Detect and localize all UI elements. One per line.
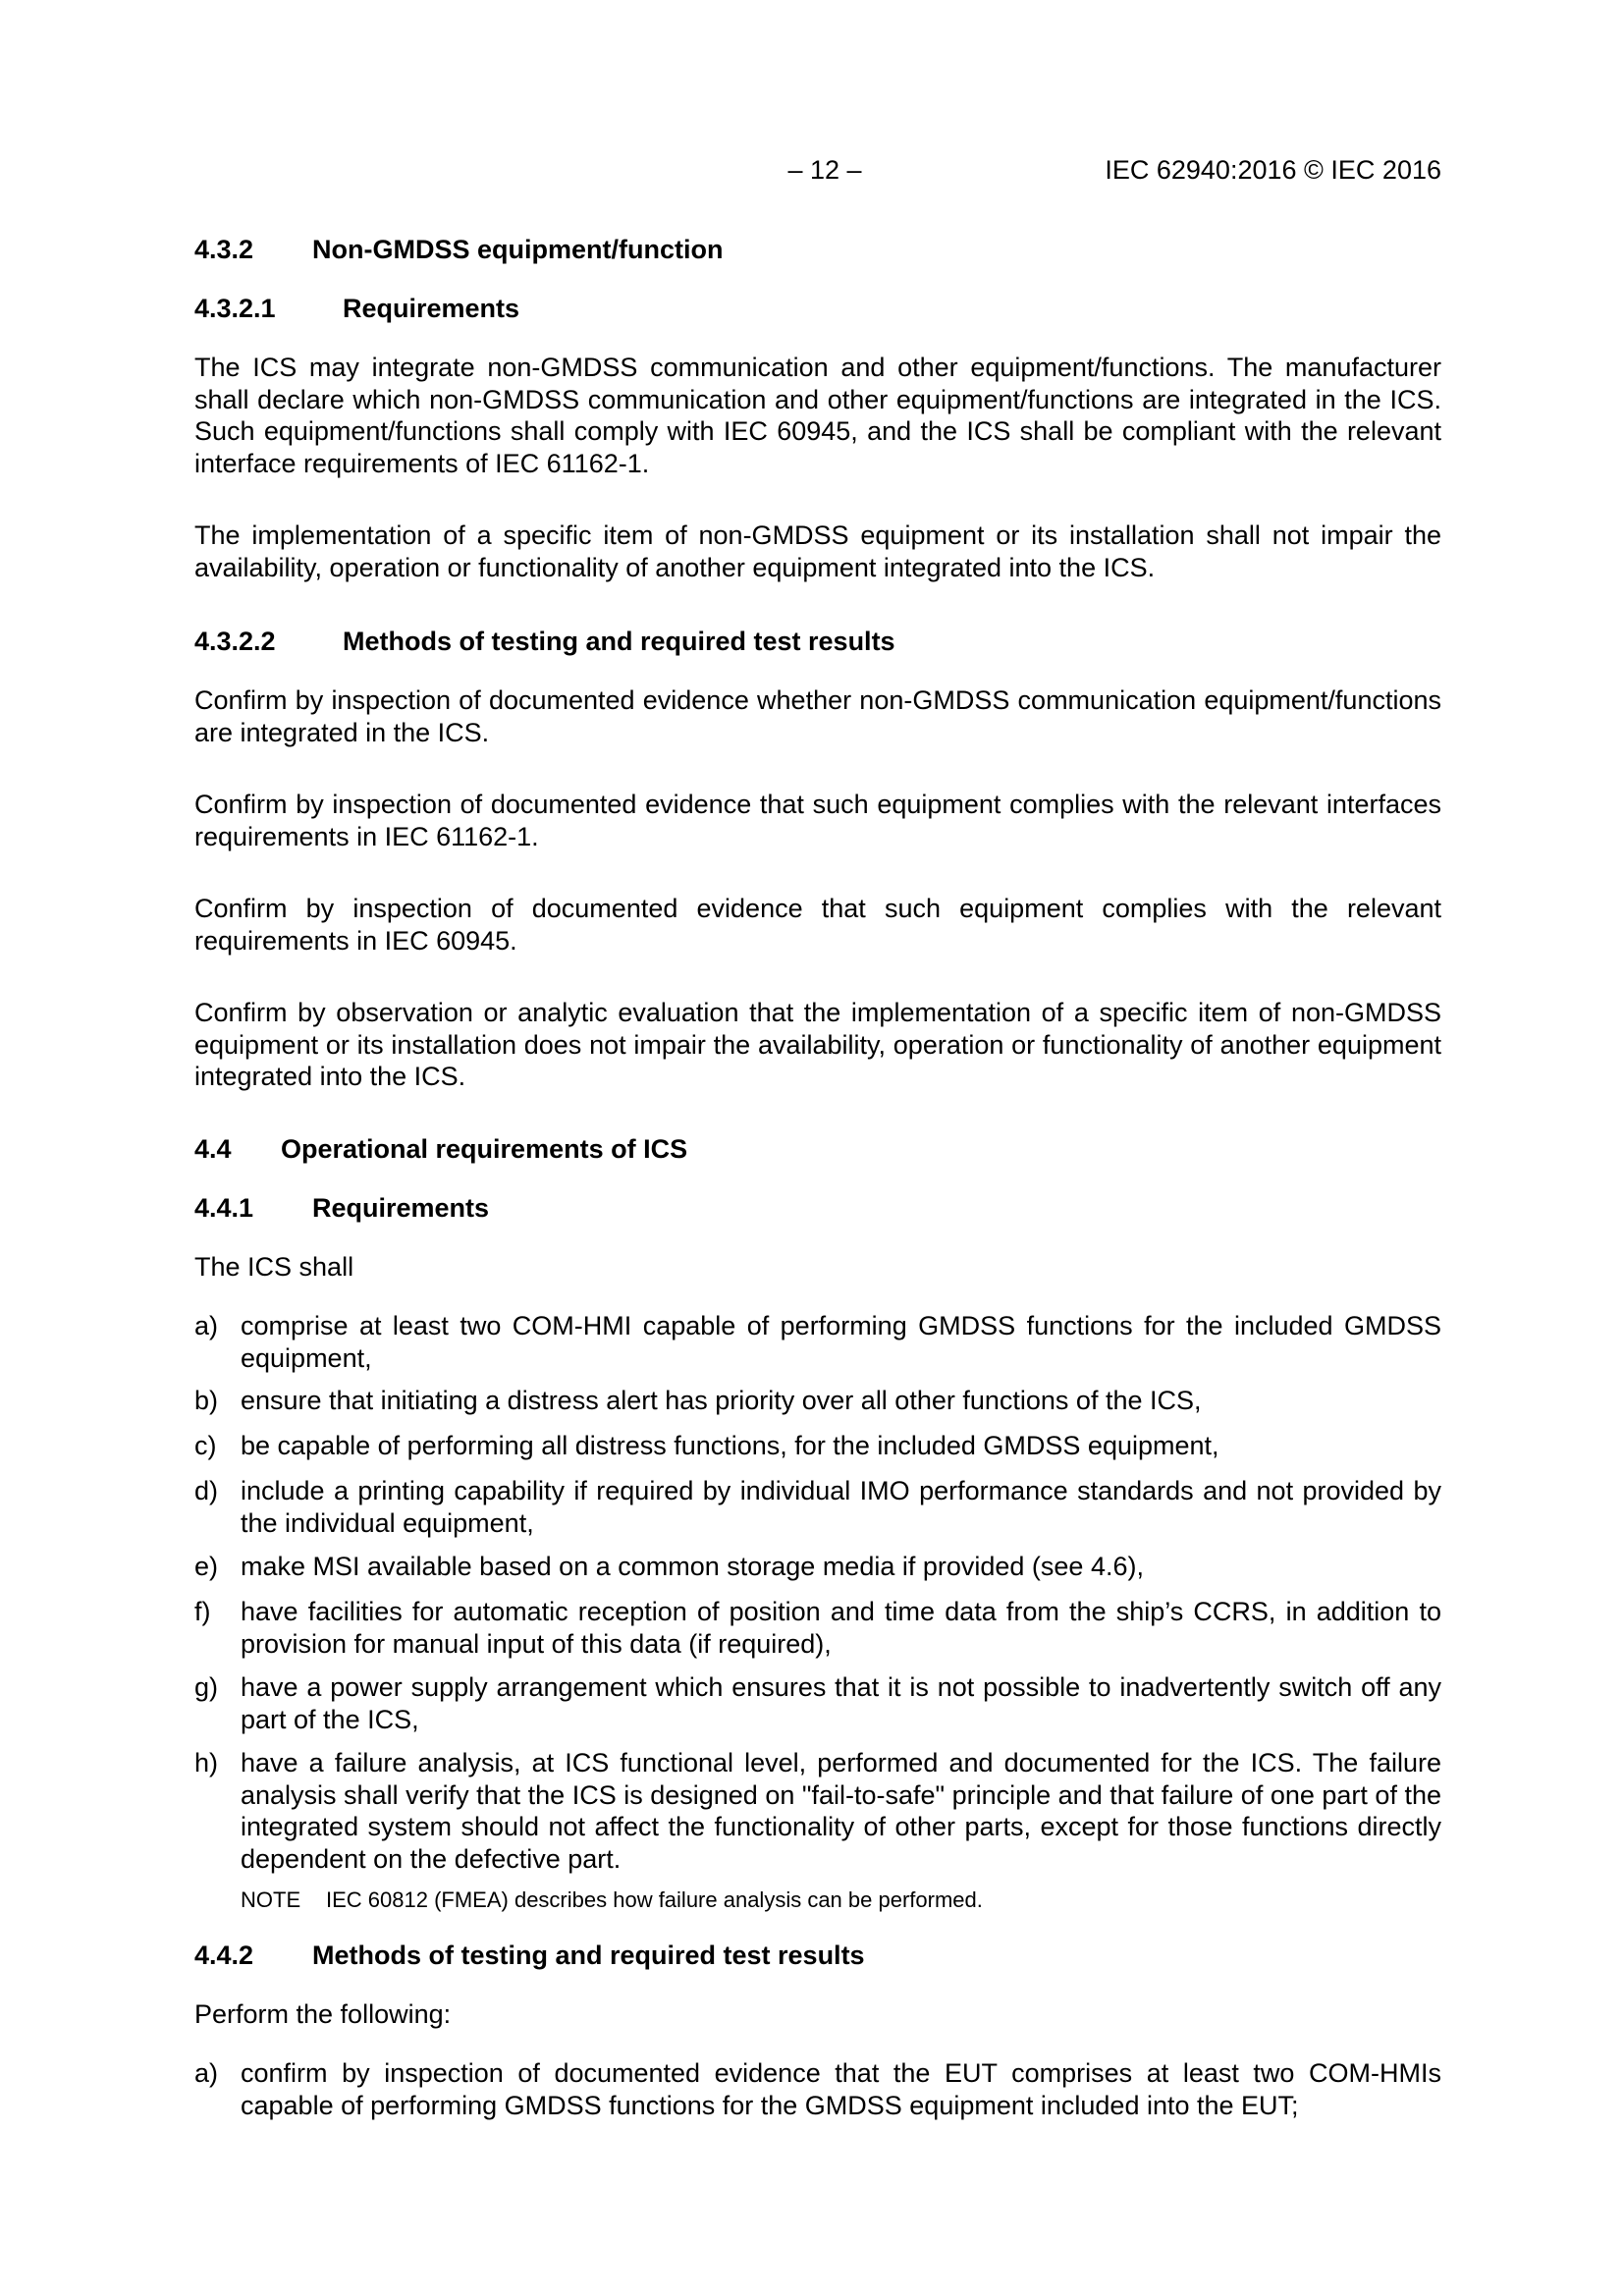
list-label: e) <box>194 1552 219 1581</box>
heading-number: 4.3.2.1 <box>194 294 276 323</box>
list-label: d) <box>194 1476 219 1505</box>
heading-4-4-1 <box>194 1192 1441 1225</box>
list-item <box>194 1430 1441 1462</box>
list-item <box>194 1551 1441 1583</box>
list-text: include a printing capability if required by individual IMO performance standards and not provided by the individual equipment, <box>241 1476 1441 1538</box>
heading-title: Requirements <box>343 294 520 323</box>
heading-number: 4.4 <box>194 1134 232 1164</box>
heading-title: Operational requirements of ICS <box>281 1134 688 1164</box>
heading-title: Non-GMDSS equipment/function <box>312 235 724 264</box>
list-label: b) <box>194 1386 219 1415</box>
list-label: a) <box>194 1311 219 1340</box>
list-label: h) <box>194 1748 219 1777</box>
heading-4-4 <box>194 1133 1441 1166</box>
paragraph-confirm-integration: Confirm by inspection of documented evidence whether non-GMDSS communication equipment/functions are integrated in the ICS. <box>194 685 1441 747</box>
heading-4-3-2-2 <box>194 626 1441 658</box>
heading-number: 4.3.2 <box>194 235 254 264</box>
list-item <box>194 1747 1441 1875</box>
list-text: ensure that initiating a distress alert has priority over all other functions of the ICS, <box>241 1386 1202 1415</box>
list-label: f) <box>194 1597 211 1626</box>
paragraph-confirm-observation: Confirm by observation or analytic evaluation that the implementation of a specific item of non-GMDSS equipment or its installation does not impair the availability, operation or functionality of another equipment integrated into the ICS. <box>194 998 1441 1091</box>
heading-4-4-2 <box>194 1940 1441 1972</box>
paragraph-implementation: The implementation of a specific item of non-GMDSS equipment or its installation shall not impair the availability, operation or functionality of another equipment integrated into the ICS. <box>194 520 1441 582</box>
paragraph-ics-shall: The ICS shall <box>194 1252 354 1282</box>
paragraph-confirm-interfaces: Confirm by inspection of documented evidence that such equipment complies with the relevant interfaces requirements in IEC 61162-1. <box>194 790 1441 851</box>
heading-title: Methods of testing and required test results <box>343 627 895 656</box>
list-item <box>194 1475 1441 1539</box>
list-item <box>194 1671 1441 1735</box>
list-label: a) <box>194 2058 219 2088</box>
note <box>241 1885 983 1917</box>
heading-4-3-2 <box>194 234 1441 266</box>
heading-number: 4.3.2.2 <box>194 627 276 656</box>
list-label: g) <box>194 1672 219 1702</box>
list-item <box>194 1596 1441 1660</box>
document-reference: IEC 62940:2016 © IEC 2016 <box>1105 155 1441 185</box>
list-text: have a failure analysis, at ICS functional level, performed and documented for the ICS. The failure analysis shall verify that the ICS is designed on "fail-to-safe" principle and that failure of one part of the integrated system should not affect the functionality of other parts, except for those functions directly dependent on the defective part. <box>241 1748 1441 1874</box>
note-label: NOTE <box>241 1887 301 1912</box>
list-text: confirm by inspection of documented evidence that the EUT comprises at least two COM-HMIs capable of performing GMDSS functions for the GMDSS equipment included into the EUT; <box>241 2058 1441 2120</box>
paragraph-ics-integration: The ICS may integrate non-GMDSS communication and other equipment/functions. The manufacturer shall declare which non-GMDSS communication and other equipment/functions are integrated in the ICS. Such equipment/functions shall comply with IEC 60945, and the ICS shall be compliant with the relevant interface requirements of IEC 61162-1. <box>194 353 1441 478</box>
page-number: – 12 – <box>787 155 862 185</box>
list-item <box>194 2057 1441 2121</box>
list-text: have a power supply arrangement which ensures that it is not possible to inadvertently switch off any part of the ICS, <box>241 1672 1441 1734</box>
list-text: have facilities for automatic reception of position and time data from the ship’s CCRS, in addition to provision for manual input of this data (if required), <box>241 1597 1441 1659</box>
paragraph-perform-following: Perform the following: <box>194 1999 452 2029</box>
list-label: c) <box>194 1431 217 1460</box>
paragraph-confirm-iec60945: Confirm by inspection of documented evidence that such equipment complies with the relevant requirements in IEC 60945. <box>194 894 1441 956</box>
heading-4-3-2-1 <box>194 293 1441 325</box>
list-item <box>194 1385 1441 1417</box>
note-text: IEC 60812 (FMEA) describes how failure analysis can be performed. <box>326 1887 983 1912</box>
heading-title: Methods of testing and required test results <box>312 1941 865 1970</box>
heading-title: Requirements <box>312 1193 490 1223</box>
heading-number: 4.4.2 <box>194 1941 254 1970</box>
list-text: be capable of performing all distress functions, for the included GMDSS equipment, <box>241 1431 1219 1460</box>
heading-number: 4.4.1 <box>194 1193 254 1223</box>
list-text: make MSI available based on a common storage media if provided (see 4.6), <box>241 1552 1144 1581</box>
list-text: comprise at least two COM-HMI capable of performing GMDSS functions for the included GMDSS equipment, <box>241 1311 1441 1373</box>
list-item <box>194 1310 1441 1374</box>
